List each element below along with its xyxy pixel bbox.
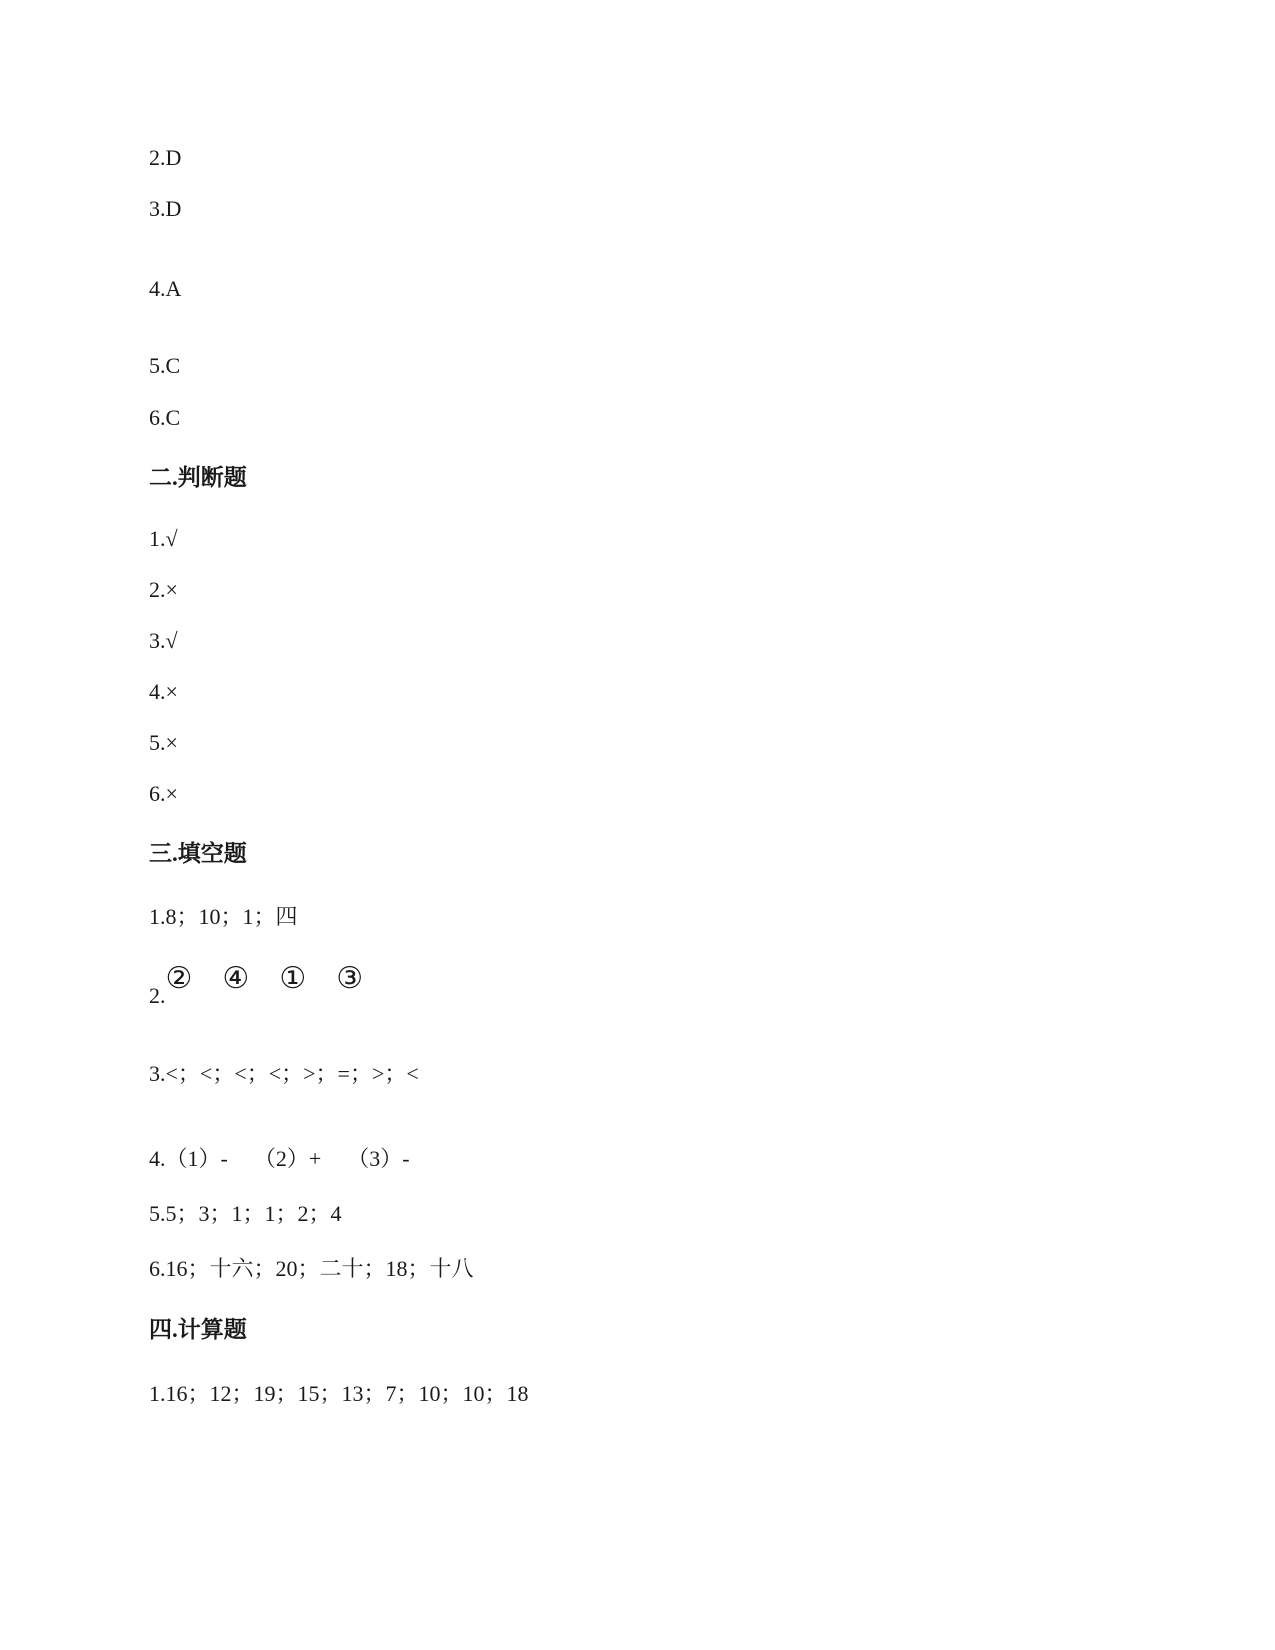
fill-blank-answer-2 bbox=[149, 961, 364, 1010]
choice-answer-6: 6.C bbox=[149, 405, 181, 430]
fill-blank-answer-6: 6.16；十六；20；二十；18；十八 bbox=[149, 1256, 474, 1281]
circled-number-symbol: ③ bbox=[336, 961, 364, 996]
fill-blank-answer-3: 3.<；<；<；<；>；=；>；< bbox=[149, 1061, 419, 1086]
judgement-answer-4: 4.× bbox=[149, 679, 178, 704]
fill-blank-answer-4-part: （1）- bbox=[165, 1146, 228, 1171]
circled-number-symbol: ④ bbox=[222, 961, 250, 996]
fill-blank-answer-4-part: （3）- bbox=[347, 1146, 410, 1171]
choice-answer-4: 4.A bbox=[149, 276, 182, 301]
fill-blank-answer-4-prefix: 4. bbox=[149, 1146, 166, 1171]
fill-blank-answer-2-prefix: 2. bbox=[149, 983, 166, 1008]
section-heading-calculation: 四.计算题 bbox=[149, 1317, 247, 1342]
calculation-answer-1: 1.16；12；19；15；13；7；10；10；18 bbox=[149, 1381, 529, 1406]
section-heading-judgement: 二.判断题 bbox=[149, 465, 247, 490]
choice-answer-5: 5.C bbox=[149, 353, 181, 378]
judgement-answer-1: 1.√ bbox=[149, 526, 178, 551]
choice-answer-3: 3.D bbox=[149, 196, 182, 221]
section-heading-fill-blank: 三.填空题 bbox=[149, 841, 247, 866]
circled-number-symbol: ② bbox=[165, 961, 193, 996]
judgement-answer-2: 2.× bbox=[149, 577, 178, 602]
judgement-answer-6: 6.× bbox=[149, 781, 178, 806]
fill-blank-answer-1: 1.8；10；1；四 bbox=[149, 904, 298, 929]
fill-blank-answer-5: 5.5；3；1；1；2；4 bbox=[149, 1201, 342, 1226]
circled-number-symbol: ① bbox=[279, 961, 307, 996]
judgement-answer-5: 5.× bbox=[149, 730, 178, 755]
judgement-answer-3: 3.√ bbox=[149, 628, 178, 653]
choice-answer-2: 2.D bbox=[149, 145, 182, 170]
fill-blank-answer-4 bbox=[149, 1145, 410, 1173]
fill-blank-answer-4-part: （2）+ bbox=[253, 1146, 322, 1171]
